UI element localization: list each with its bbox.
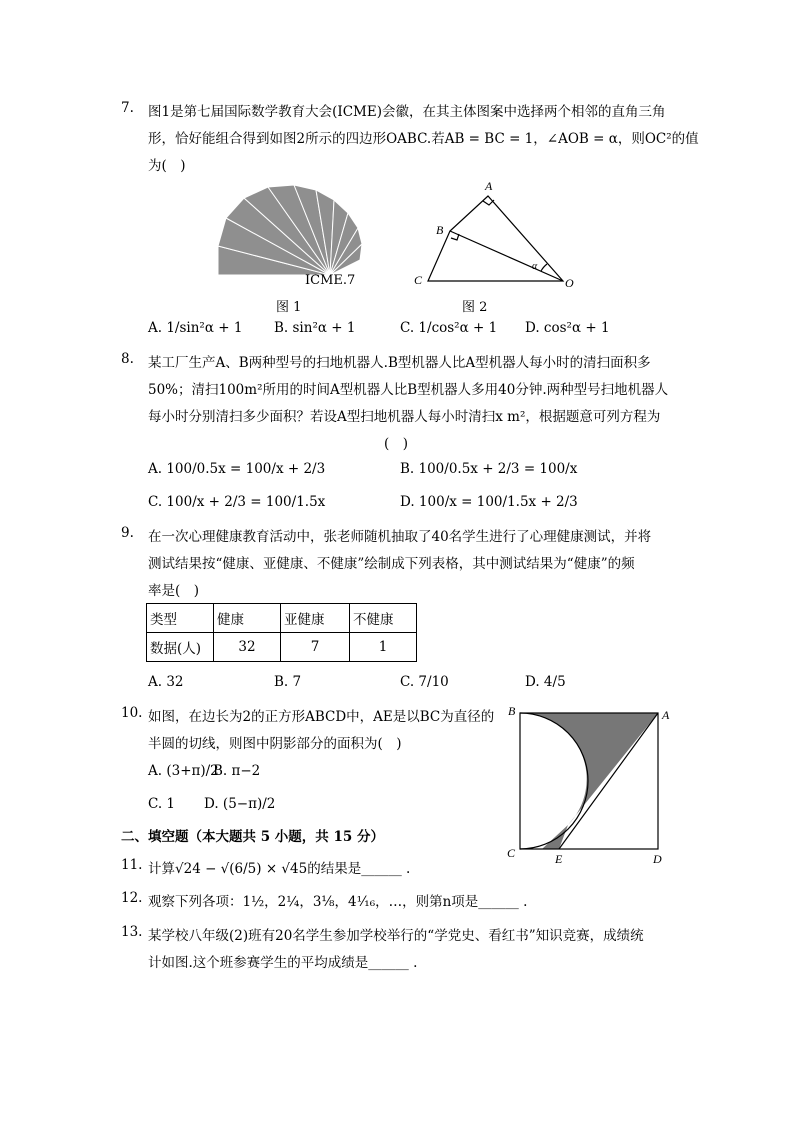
fig1-caption: 图 1 xyxy=(276,300,302,315)
q11-text xyxy=(148,857,410,877)
q9-line3: 率是( ) xyxy=(148,583,200,599)
fig-label-c: C xyxy=(507,846,516,860)
q7-option-d[interactable]: D. cos²α + 1 xyxy=(525,320,610,336)
q9-line2: 测试结果按“健康、亚健康、不健康”绘制成下列表格，其中测试结果为“健康”的频 xyxy=(148,556,635,572)
fig-label-e: E xyxy=(555,852,563,866)
section-heading-fill-in: 二、填空题（本大题共 5 小题，共 15 分） xyxy=(121,829,384,845)
table-header-cell: 亚健康 xyxy=(281,604,350,633)
q13-line1: 某学校八年级(2)班有20名学生参加学校举行的“学党史、看红书”知识竞赛，成绩统 xyxy=(148,928,644,944)
q10-line2: 半圆的切线，则图中阴影部分的面积为( ) xyxy=(148,736,402,752)
table-header-cell: 不健康 xyxy=(350,604,417,633)
q7-line3: 为( ) xyxy=(148,158,186,174)
q8-line4: ( ) xyxy=(384,436,409,452)
square-semicircle-figure xyxy=(502,700,682,870)
q8-option-c[interactable]: C. 100/x + 2/3 = 100/1.5x xyxy=(148,494,326,510)
fig2-caption: 图 2 xyxy=(462,300,488,315)
fig2-label-a: A xyxy=(485,179,493,193)
q8-option-a[interactable]: A. 100/0.5x = 100/x + 2/3 xyxy=(148,461,326,477)
fig-label-b: B xyxy=(508,704,516,718)
q9-data-table xyxy=(146,603,417,662)
table-header-row xyxy=(147,604,417,633)
q8-line1: 某工厂生产A、B两种型号的扫地机器人.B型机器人比A型机器人每小时的清扫面积多 xyxy=(148,355,651,371)
icme-logo-text: ICME.7 xyxy=(305,273,356,288)
fig2-label-o: O xyxy=(565,276,574,290)
q7-option-a[interactable]: A. 1/sin²α + 1 xyxy=(148,320,243,336)
table-cell: 1 xyxy=(350,633,417,662)
q8-option-b[interactable]: B. 100/0.5x + 2/3 = 100/x xyxy=(400,461,578,477)
q7-line2: 形，恰好能组合得到如图2所示的四边形OABC.若AB = BC = 1，∠AOB = α，则OC²的值 xyxy=(148,131,699,147)
q10-line1: 如图，在边长为2的正方形ABCD中，AE是以BC为直径的 xyxy=(148,709,495,725)
icme-logo-figure xyxy=(214,180,374,280)
table-header-cell: 类型 xyxy=(147,604,214,633)
q13-line2: 计如图.这个班参赛学生的平均成绩是______ . xyxy=(148,955,418,971)
table-cell: 7 xyxy=(281,633,350,662)
fig2-label-alpha: α xyxy=(532,261,538,272)
table-header-cell: 健康 xyxy=(214,604,281,633)
fig2-label-c: C xyxy=(414,273,423,287)
q9-option-b[interactable]: B. 7 xyxy=(274,674,302,690)
q8-line3: 每小时分别清扫多少面积？若设A型扫地机器人每小时清扫x m²，根据题意可列方程为 xyxy=(148,409,661,425)
q8-line2: 50%；清扫100m²所用的时间A型机器人比B型机器人多用40分钟.两种型号扫地机器人 xyxy=(148,382,669,398)
q10-option-b[interactable]: B. π−2 xyxy=(213,763,261,779)
quadrilateral-oabc-figure xyxy=(405,176,590,294)
fig-label-a: A xyxy=(662,708,670,722)
q10-number: 10. xyxy=(121,705,143,721)
q7-number: 7. xyxy=(121,100,134,116)
q7-option-c[interactable]: C. 1/cos²α + 1 xyxy=(400,320,498,336)
table-cell: 数据(人) xyxy=(147,633,214,662)
q9-line1: 在一次心理健康教育活动中，张老师随机抽取了40名学生进行了心理健康测试，并将 xyxy=(148,529,652,545)
q10-option-d[interactable]: D. (5−π)/2 xyxy=(204,796,276,812)
q11-expression: √24 − √(6/5) × √45 xyxy=(175,861,308,877)
q12-number: 12. xyxy=(121,890,143,906)
fig2-label-b: B xyxy=(436,223,444,237)
q7-line1: 图1是第七届国际数学教育大会(ICME)会徽，在其主体图案中选择两个相邻的直角三角 xyxy=(148,104,666,120)
table-row xyxy=(147,633,417,662)
q10-option-c[interactable]: C. 1 xyxy=(148,796,176,812)
q11-text-c: 的结果是______ . xyxy=(307,861,411,877)
q11-text-a: 计算 xyxy=(148,861,175,877)
q11-number: 11. xyxy=(121,857,143,873)
q12-text: 观察下列各项：1½，2¼，3⅛，4¹⁄₁₆，…，则第n项是______ . xyxy=(148,894,528,910)
fig-label-d: D xyxy=(653,852,662,866)
q8-number: 8. xyxy=(121,351,134,367)
q9-option-d[interactable]: D. 4/5 xyxy=(525,674,566,690)
q9-option-a[interactable]: A. 32 xyxy=(148,674,184,690)
q10-option-a[interactable]: A. (3+π)/2 xyxy=(148,763,219,779)
q9-option-c[interactable]: C. 7/10 xyxy=(400,674,449,690)
q13-number: 13. xyxy=(121,924,143,940)
table-cell: 32 xyxy=(214,633,281,662)
q7-option-b[interactable]: B. sin²α + 1 xyxy=(274,320,356,336)
q8-option-d[interactable]: D. 100/x = 100/1.5x + 2/3 xyxy=(400,494,578,510)
q9-number: 9. xyxy=(121,525,134,541)
